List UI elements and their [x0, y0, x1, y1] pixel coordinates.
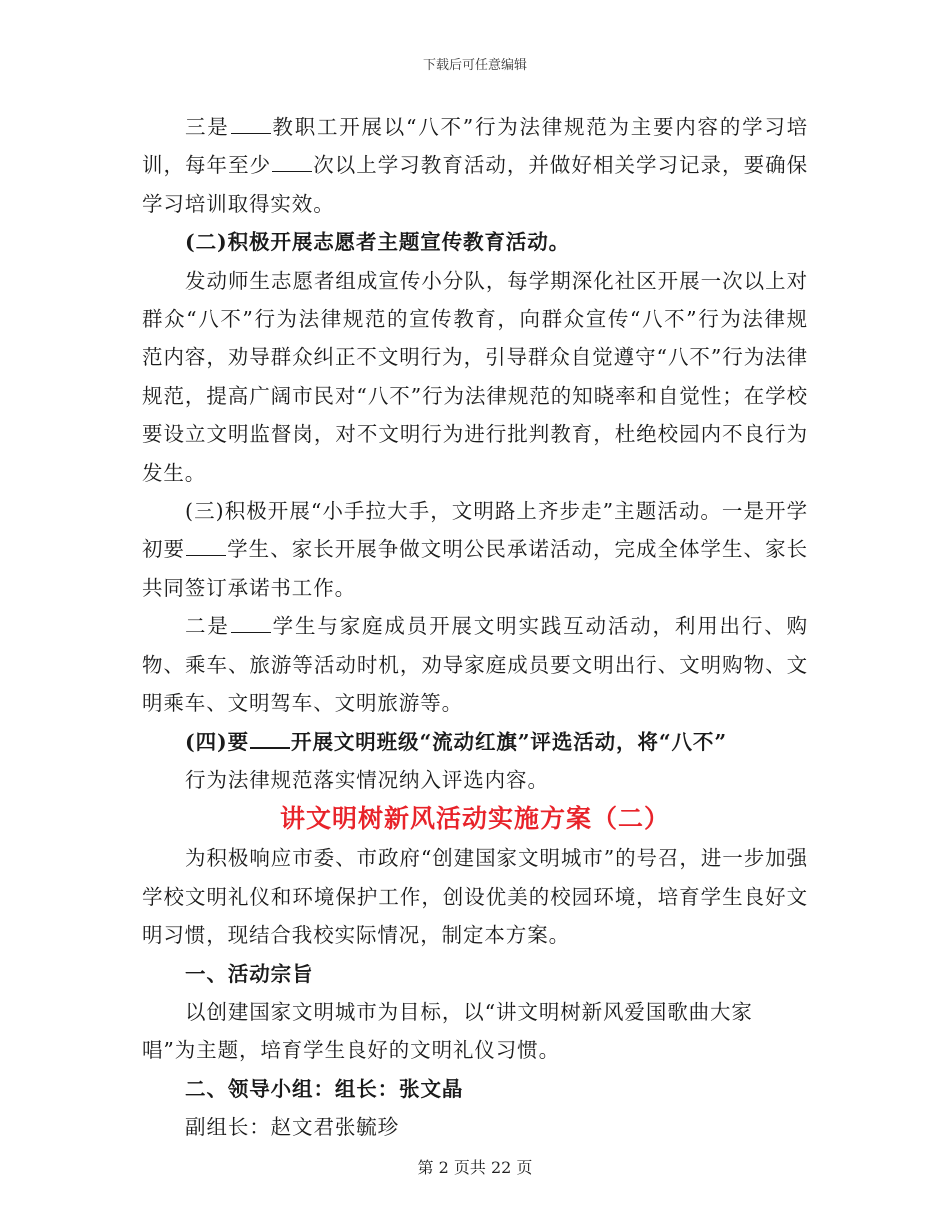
section-heading-leadership: 二、领导小组：组长：张文晶 [185, 1076, 464, 1101]
fill-blank [231, 111, 271, 134]
fill-blank [250, 725, 290, 749]
paragraph-intro: 为积极响应市委、市政府“创建国家文明城市”的号召，进一步加强学校文明礼仪和环境保护工作，创设优美的校园环境，培育学生良好文明习惯，现结合我校实际情况，制定本方案。 [142, 846, 808, 948]
paragraph-volunteer: 发动师生志愿者组成宣传小分队，每学期深化社区开展一次以上对群众“八不”行为法律规范的宣传教育，向群众宣传“八不”行为法律规范内容，劝导群众纠正不文明行为，引导群众自觉遵守“八不”行为法律规范，提高广阔市民对“八不”行为法律规范的知晓率和自觉性；在学校要设立文明监督岗，对不文明行为进行批判教育，杜绝校园内不良行为发生。 [142, 268, 808, 485]
paragraph-training [142, 108, 808, 223]
page-header: 下载后可任意编辑 [422, 58, 527, 73]
text-segment: 开展文明班级“流动红旗”评选活动，将“八不” [291, 729, 728, 754]
section-heading-purpose: 一、活动宗旨 [185, 961, 314, 986]
paragraph-hand-in-hand [142, 492, 808, 607]
text-segment: 教职工开展以“八不”行为法律规范为主要内容的学习培训，每年至少 [142, 115, 808, 178]
text-segment: 学生、家长开展争做文明公民承诺活动，完成全体学生、家长共同签订承诺书工作。 [142, 537, 808, 600]
section-heading-volunteer: (二)积极开展志愿者主题宣传教育活动。 [185, 230, 571, 255]
page-footer: 第 2 页共 22 页 [417, 1158, 533, 1177]
paragraph-purpose-continued: 唱”为主题，培育学生良好的文明礼仪习惯。 [142, 1038, 560, 1063]
text-segment: 学生与家庭成员开展文明实践互动活动，利用出行、购物、乘车、旅游等活动时机，劝导家庭成员要文明出行、文明购物、文明乘车、文明驾车、文明旅游等。 [142, 614, 808, 716]
paragraph-family-practice [142, 607, 808, 722]
fill-blank [272, 150, 312, 173]
text-segment: (三)积极开展“小手拉大手，文明路上齐步走”主题活动。一是开学初要 [142, 499, 808, 562]
paragraph-red-flag-continued: 行为法律规范落实情况纳入评选内容。 [185, 767, 549, 792]
text-segment: 三是 [185, 115, 230, 139]
fill-blank [231, 611, 271, 634]
page-content [142, 108, 808, 1147]
fill-blank [186, 534, 226, 557]
document-title: 讲文明树新风活动实施方案（二） [279, 804, 670, 834]
paragraph-red-flag [142, 723, 808, 761]
paragraph-deputy-leaders: 副组长：赵文君张毓珍 [185, 1115, 400, 1140]
text-segment: 次以上学习教育活动，并做好相关学习记录，要确保学习培训取得实效。 [142, 153, 808, 216]
text-segment: 二是 [185, 614, 230, 639]
text-segment: (四)要 [185, 729, 250, 754]
paragraph-purpose: 以创建国家文明城市为目标，以“讲文明树新风爱国歌曲大家 [185, 999, 753, 1024]
